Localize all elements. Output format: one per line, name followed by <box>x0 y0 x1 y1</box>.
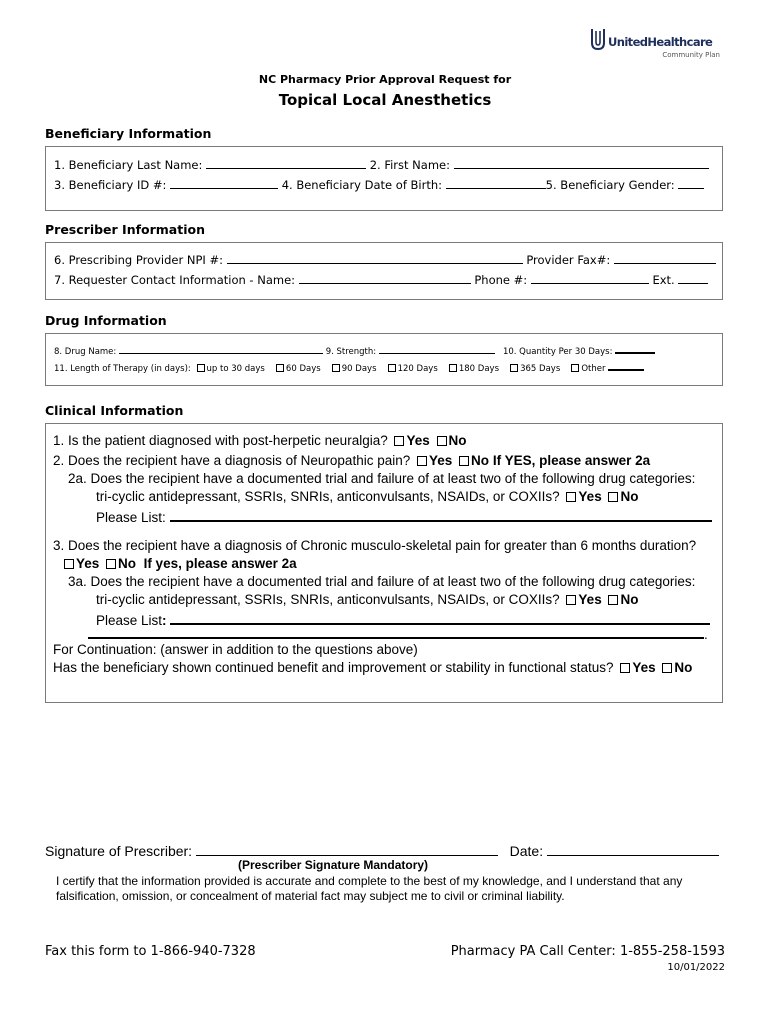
please-list-2-field[interactable] <box>170 610 710 625</box>
therapy-180-checkbox[interactable] <box>449 364 457 372</box>
therapy-60-checkbox[interactable] <box>276 364 284 372</box>
therapy-option-label: 120 Days <box>397 364 438 374</box>
beneficiary-box <box>45 146 723 211</box>
logo-sub: Community Plan <box>662 51 720 59</box>
call-center: Pharmacy PA Call Center: 1-855-258-1593 <box>450 944 725 959</box>
strength-field[interactable] <box>379 345 495 354</box>
beneficiary-last-name-label: 1. Beneficiary Last Name: <box>54 158 203 172</box>
yes-label: Yes <box>76 556 100 571</box>
form-subtitle: NC Pharmacy Prior Approval Request for <box>258 73 512 86</box>
certify-line-2: falsification, omission, or concealment of material fact may subject me to civil or criminal liability. <box>56 889 565 903</box>
no-label: No <box>620 489 639 504</box>
drug-name-field[interactable] <box>119 345 323 354</box>
prescriber-box <box>45 242 723 300</box>
clinical-box: 1. Is the patient diagnosed with post-herpetic neuralgia? Yes No 2. Does the recipient have a diagnosis of Neuropathic pain? Yes No If YES, please answer 2a 2a. Does the recipient have a documented trial and failure of at least two of the following drug categories: tri-cyclic antidepressant, SSRIs, SNRIs, anticonvulsants, NSAIDs, or COXIIs? Yes No Please List: 3. Does the recipient have a diagnosis of Chronic musculo-skeletal pain for greater than 6 months duration? Yes No If yes, please answer 2a 3a. Does the recipient have a documented trial and failure of at least two of the following drug categories: tri-cyclic antidepressant, SSRIs, SNRIs, anticonvulsants, NSAIDs, or COXIIs? Yes No Please List: . For Continuation: (answer in addition to the questions above) Has the beneficiary shown continued benefit and improvement or stability in functional status? Yes No <box>45 423 723 703</box>
q4-no-checkbox[interactable] <box>662 663 672 673</box>
ext-field[interactable] <box>678 272 708 284</box>
phone-field[interactable] <box>531 272 649 284</box>
therapy-option-label: 365 Days <box>520 364 561 374</box>
date-label: Date: <box>509 843 544 859</box>
no-label: No <box>471 453 490 468</box>
no-label: No <box>118 556 137 571</box>
drug-heading: Drug Information <box>45 313 167 328</box>
therapy-option-label: 60 Days <box>285 364 321 374</box>
q1-text: 1. Is the patient diagnosed with post-herpetic neuralgia? <box>53 433 388 448</box>
please-list-2-label: Please List <box>96 613 163 628</box>
q3a-text: 3a. Does the recipient have a documented trial and failure of at least two of the following drug categories: <box>68 574 696 589</box>
therapy-option-label: 180 Days <box>458 364 499 374</box>
q4-yes-checkbox[interactable] <box>620 663 630 673</box>
q1-no-checkbox[interactable] <box>437 436 447 446</box>
q2-yes-checkbox[interactable] <box>417 456 427 466</box>
phone-label: Phone #: <box>474 273 528 287</box>
q2a-no-checkbox[interactable] <box>608 492 618 502</box>
q2a-text: 2a. Does the recipient have a documented trial and failure of at least two of the following drug categories: <box>68 471 696 486</box>
logo-mark-icon <box>590 27 606 51</box>
yes-label: Yes <box>406 433 430 448</box>
q1-yes-checkbox[interactable] <box>394 436 404 446</box>
therapy-option-label: Other <box>581 364 606 374</box>
clinical-heading: Clinical Information <box>45 403 184 418</box>
provider-fax-field[interactable] <box>614 252 716 264</box>
dob-field[interactable] <box>446 177 546 189</box>
therapy-90-checkbox[interactable] <box>332 364 340 372</box>
strength-label: 9. Strength: <box>325 347 377 357</box>
therapy-other-field[interactable] <box>608 361 644 371</box>
contact-name-field[interactable] <box>299 272 471 284</box>
gender-field[interactable] <box>678 177 704 189</box>
q3-no-checkbox[interactable] <box>106 559 116 569</box>
beneficiary-last-name-field[interactable] <box>206 157 366 169</box>
yes-label: Yes <box>578 489 602 504</box>
no-label: No <box>674 660 693 675</box>
yes-label: Yes <box>578 592 602 607</box>
npi-field[interactable] <box>227 252 523 264</box>
q4-text: Has the beneficiary shown continued benefit and improvement or stability in functional status? <box>53 660 614 675</box>
therapy-label: 11. Length of Therapy (in days): <box>54 364 191 374</box>
therapy-30-checkbox[interactable] <box>197 364 205 372</box>
q3-yes-checkbox[interactable] <box>64 559 74 569</box>
dob-label: 4. Beneficiary Date of Birth: <box>281 178 443 192</box>
q3-text: 3. Does the recipient have a diagnosis of Chronic musculo-skeletal pain for greater than 6 months duration? <box>53 538 697 553</box>
ext-label: Ext. <box>652 273 675 287</box>
signature-mandatory: (Prescriber Signature Mandatory) <box>238 858 429 872</box>
q3a-yes-checkbox[interactable] <box>566 595 576 605</box>
q2a-cont-text: tri-cyclic antidepressant, SSRIs, SNRIs, anticonvulsants, NSAIDs, or COXIIs? <box>96 489 560 504</box>
npi-label: 6. Prescribing Provider NPI #: <box>54 253 223 267</box>
form-title: Topical Local Anesthetics <box>278 91 492 109</box>
form-date: 10/01/2022 <box>667 962 725 973</box>
yes-label: Yes <box>632 660 656 675</box>
beneficiary-heading: Beneficiary Information <box>45 126 212 141</box>
drug-box <box>45 333 723 386</box>
therapy-option-label: 90 Days <box>341 364 377 374</box>
quantity-label: 10. Quantity Per 30 Days: <box>502 347 613 357</box>
continuation-text: For Continuation: (answer in addition to the questions above) <box>53 642 418 657</box>
therapy-365-checkbox[interactable] <box>510 364 518 372</box>
no-label: No <box>620 592 639 607</box>
drug-name-label: 8. Drug Name: <box>54 347 117 357</box>
logo-name: UnitedHealthcare <box>608 35 713 49</box>
prescriber-heading: Prescriber Information <box>45 222 205 237</box>
yes-label: Yes <box>429 453 453 468</box>
first-name-field[interactable] <box>454 157 709 169</box>
gender-label: 5. Beneficiary Gender: <box>545 178 675 192</box>
signature-label: Signature of Prescriber: <box>45 843 193 859</box>
therapy-option-label: up to 30 days <box>206 364 265 374</box>
quantity-field[interactable] <box>615 344 655 354</box>
q2-no-checkbox[interactable] <box>459 456 469 466</box>
date-field[interactable] <box>547 842 719 856</box>
no-label: No <box>448 433 467 448</box>
q2-note: If YES, please answer 2a <box>492 453 651 468</box>
beneficiary-id-label: 3. Beneficiary ID #: <box>54 178 167 192</box>
first-name-label: 2. First Name: <box>369 158 450 172</box>
please-list-field[interactable] <box>170 507 712 522</box>
certify-line-1: I certify that the information provided is accurate and complete to the best of my knowledge, and I understand that any <box>56 874 683 888</box>
contact-name-label: 7. Requester Contact Information - Name: <box>54 273 296 287</box>
please-list-2-field-cont[interactable] <box>88 624 704 639</box>
please-list-label: Please List: <box>96 510 166 525</box>
q3-note: If yes, please answer 2a <box>143 556 297 571</box>
q3a-cont-text: tri-cyclic antidepressant, SSRIs, SNRIs, anticonvulsants, NSAIDs, or COXIIs? <box>96 592 560 607</box>
signature-field[interactable] <box>196 842 498 856</box>
fax-number: Fax this form to 1-866-940-7328 <box>45 944 256 959</box>
q3a-no-checkbox[interactable] <box>608 595 618 605</box>
unitedhealthcare-logo <box>590 27 730 63</box>
q2a-yes-checkbox[interactable] <box>566 492 576 502</box>
provider-fax-label: Provider Fax#: <box>526 253 611 267</box>
beneficiary-id-field[interactable] <box>170 177 278 189</box>
therapy-120-checkbox[interactable] <box>388 364 396 372</box>
q2-text: 2. Does the recipient have a diagnosis of Neuropathic pain? <box>53 453 411 468</box>
therapy-other-checkbox[interactable] <box>571 364 579 372</box>
